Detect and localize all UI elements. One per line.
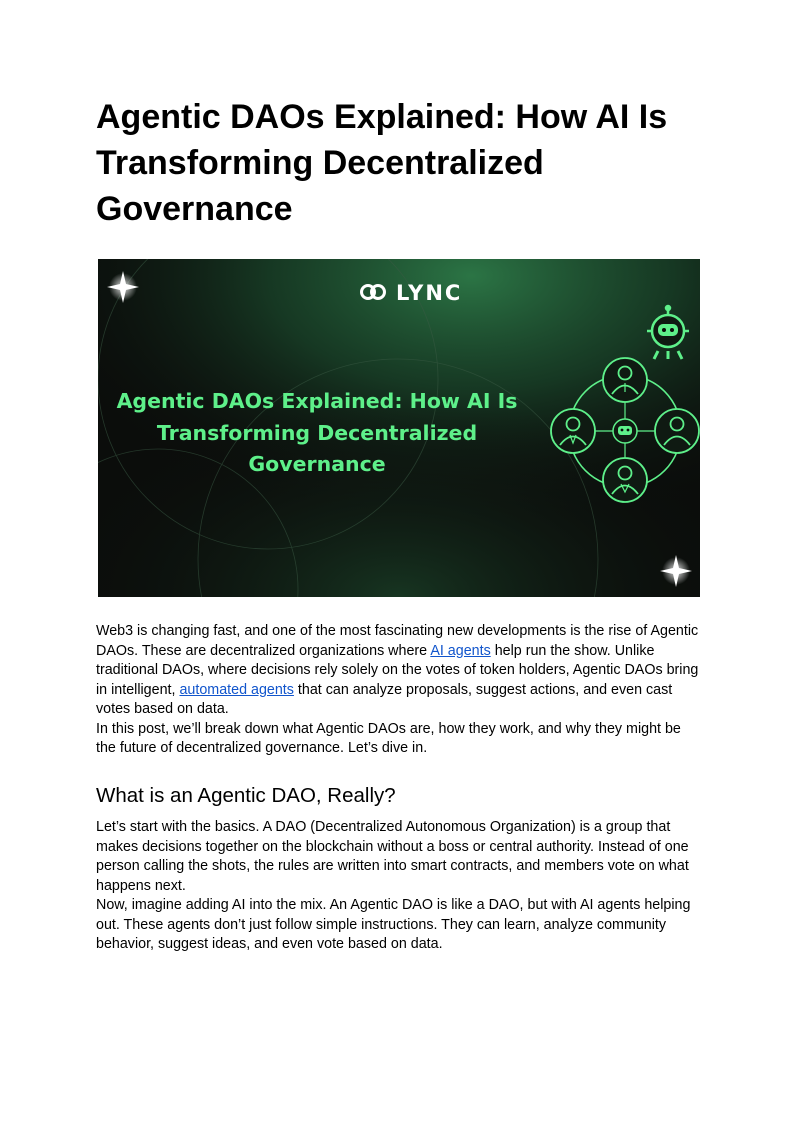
hero-headline-line-3: Governance xyxy=(248,452,386,476)
brand-wordmark: LYNC xyxy=(396,281,463,305)
automated-agents-link[interactable]: automated agents xyxy=(179,681,294,698)
section-paragraph xyxy=(96,818,704,955)
user-node-icon xyxy=(655,409,699,453)
section-heading: What is an Agentic DAO, Really? xyxy=(96,784,396,807)
section-paragraph-2: Now, imagine adding AI into the mix. An Agentic DAO is like a DAO, but with AI agents helping out. These agents don’t just follow simple instructions. They can learn, analyze community behavior, suggest ideas, and even vote based on data. xyxy=(96,897,691,952)
article-title: Agentic DAOs Explained: How AI Is Transforming Decentralized Governance xyxy=(96,98,668,228)
intro-text-part-1: Web3 is changing fast, and one of the most fascinating new developments is the rise of Agentic DAOs. These are decentralized organizations where xyxy=(96,623,699,659)
user-node-icon xyxy=(603,358,647,402)
hero-banner-image xyxy=(98,259,700,597)
intro-text-part-3: that can analyze proposals, suggest actions, and even cast votes based on data. xyxy=(96,681,673,717)
center-robot-icon xyxy=(613,419,637,443)
intro-paragraph xyxy=(96,622,704,759)
intro-text-part-2: help run the show. Unlike traditional DAOs, where decisions rely solely on the votes of token holders, Agentic DAOs bring in intelligent, xyxy=(96,642,699,698)
intro-second-paragraph: In this post, we’ll break down what Agentic DAOs are, how they work, and why they might be the future of decentralized governance. Let’s dive in. xyxy=(96,720,681,756)
user-node-icon xyxy=(551,409,595,453)
section-paragraph-1: Let’s start with the basics. A DAO (Decentralized Autonomous Organization) is a group that makes decisions together on the blockchain without a boss or central authority. Instead of one person calling the shots, the rules are written into smart contracts, and members vote on what happens next. xyxy=(96,819,689,894)
hero-headline-line-1: Agentic DAOs Explained: How AI Is xyxy=(116,389,518,413)
user-node-icon xyxy=(603,458,647,502)
ai-agents-link[interactable]: AI agents xyxy=(430,642,491,659)
hero-headline-line-2: Transforming Decentralized xyxy=(156,421,478,445)
